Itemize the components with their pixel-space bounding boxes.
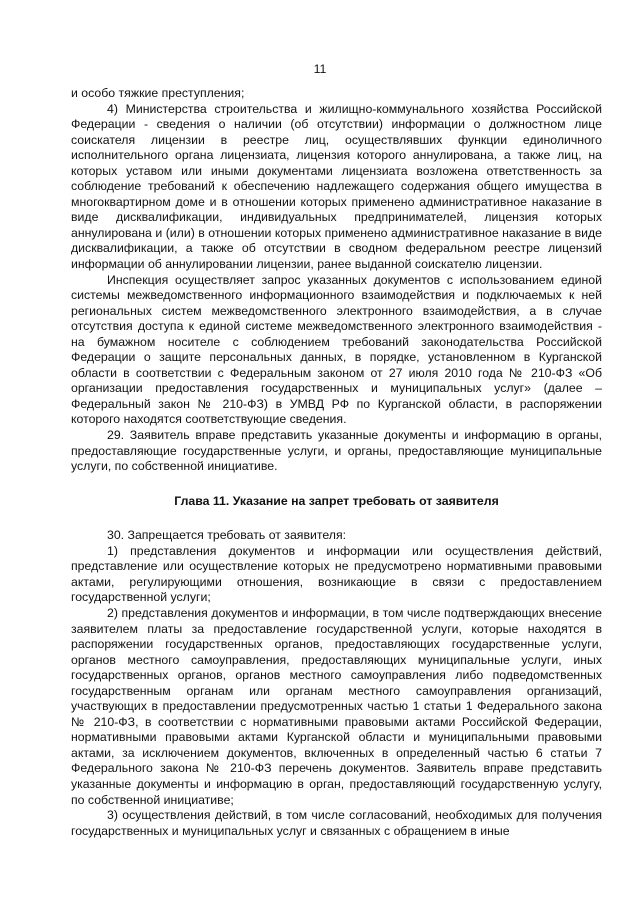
page-number: 11 [313,62,327,76]
paragraph-30-item-1: 1) представления документов и информации или осуществления действий, представление или осуществление которых не предусмотрено нормативными правовыми актами, регулирующими отношения, возникающие в связи с предоставлением государственной услуги; [71,543,602,605]
paragraph-30-item-3: 3) осуществления действий, в том числе согласований, необходимых для получения государственных и муниципальных услуг и связанных с обращением в иные [71,808,602,838]
paragraph-29: 29. Заявитель вправе представить указанные документы и информацию в органы, предоставляющие государственные услуги, и органы, предоставляющие муниципальные услуги, по собственной инициативе. [71,428,602,474]
paragraph-inspection-request: Инспекция осуществляет запрос указанных документов с использованием единой системы межведомственного информационного взаимодействия и подключаемых к ней региональных систем межведомственного электронного взаимодействия, а в случае отсутствия доступа к единой системе межведомственного электронного взаимодействия - на бумажном носителе с соблюдением требований законодательства Российской Федерации о защите персональных данных, в порядке, установленном в Курганской области в соответствии с Федеральным законом от 27 июля 2010 года № 210-ФЗ «Об организации предоставления государственных и муниципальных услуг» (далее – Федеральный закон № 210-ФЗ) в УМВД РФ по Курганской области, в распоряжении которого находятся соответствующие сведения. [71,272,602,427]
document-body [71,86,602,839]
chapter-heading: Глава 11. Указание на запрет требовать от заявителя [174,493,499,508]
paragraph-continuation: и особо тяжкие преступления; [71,86,245,100]
paragraph-item-4: 4) Министерства строительства и жилищно-коммунального хозяйства Российской Федерации - сведения о наличии (об отсутствии) информации о должностном лице соискателя лицензии в реестре лиц, осуществлявших функции единоличного исполнительного органа лицензиата, лицензия которого аннулирована, а также лиц, на которых уставом или иными документами лицензиата возложена ответственность за соблюдение требований к обеспечению надлежащего содержания общего имущества в многоквартирном доме и в отношении которых применено административное наказание в виде дисквалификации, индивидуальных предпринимателей, лицензия которых аннулирована и (или) в отношении которых применено административное наказание в виде дисквалификации, а также об отсутствии в сводном федеральном реестре лицензий информации об аннулировании лицензии, ранее выданной соискателю лицензии. [71,101,602,272]
paragraph-30-item-2: 2) представления документов и информации, в том числе подтверждающих внесение заявителем платы за предоставление государственной услуги, которые находятся в распоряжении государственных органов, предоставляющих государственные услуги, органов местного самоуправления, предоставляющих муниципальные услуги, иных государственных органов, органов местного самоуправления либо подведомственных государственным органам или органам местного самоуправления организаций, участвующих в предоставлении предусмотренных частью 1 статьи 1 Федерального закона № 210-ФЗ, в соответствии с нормативными правовыми актами Российской Федерации, нормативными правовыми актами Курганской области и муниципальными правовыми актами, за исключением документов, включенных в определенный частью 6 статьи 7 Федерального закона № 210-ФЗ перечень документов. Заявитель вправе представить указанные документы и информацию в орган, предоставляющий государственную услугу, по собственной инициативе; [71,605,602,807]
paragraph-30: 30. Запрещается требовать от заявителя: [107,528,347,543]
